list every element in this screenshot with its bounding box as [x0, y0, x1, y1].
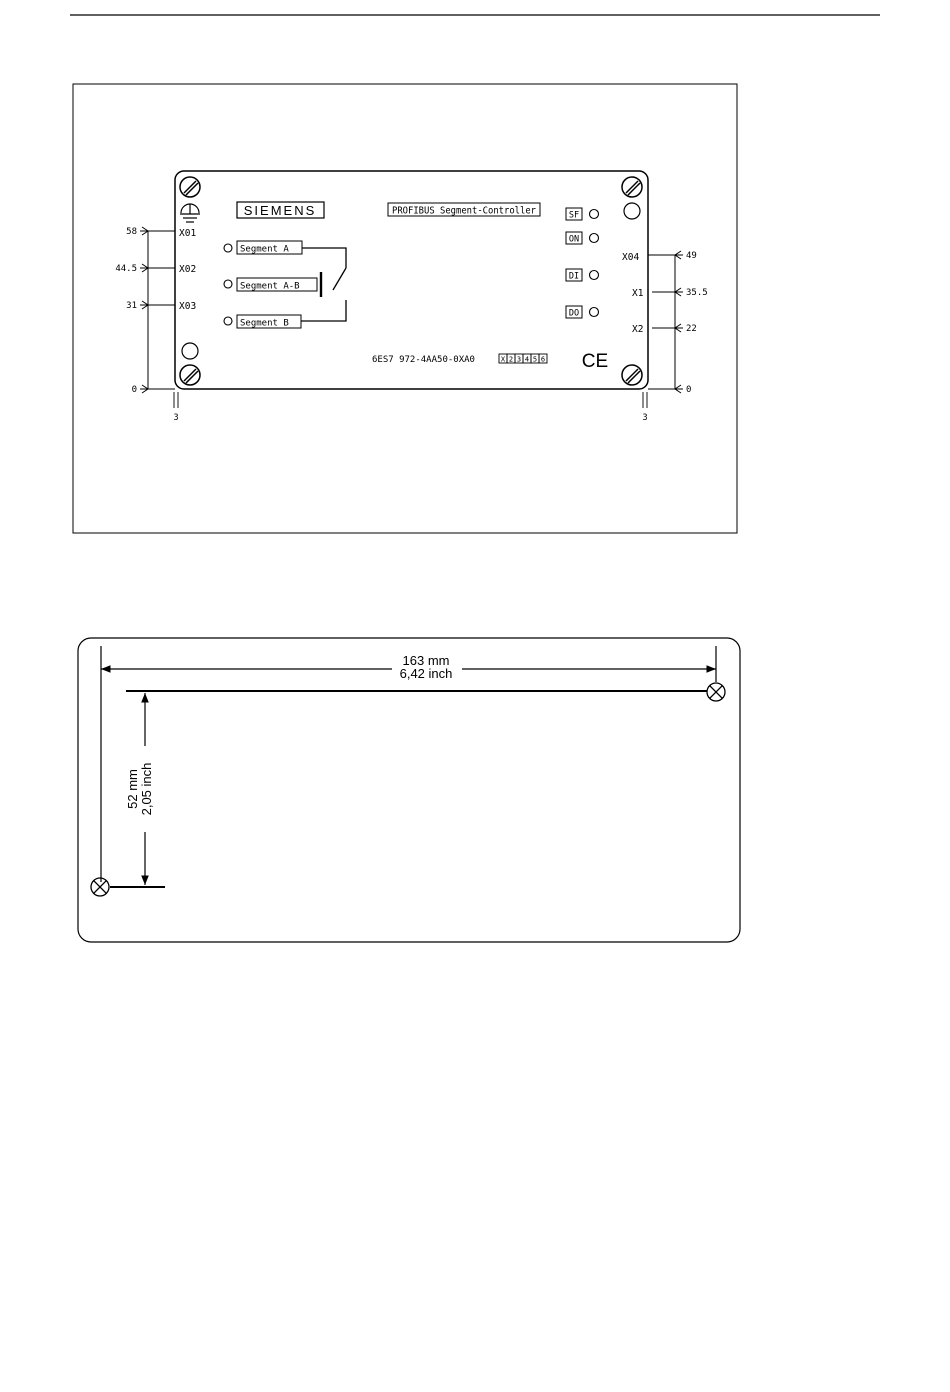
led-on-icon — [590, 234, 599, 243]
revision-box-6: 6 — [540, 355, 546, 364]
mounting-hole-top-right-icon — [624, 203, 640, 219]
segment-a-led-icon — [224, 244, 232, 252]
revision-box-1: X — [500, 355, 506, 364]
connector-x03-label: X03 — [179, 301, 197, 312]
revision-box-3: 3 — [516, 355, 522, 364]
revision-box-2: 2 — [508, 355, 514, 364]
figure-frame — [73, 84, 737, 533]
led-do-label: DO — [568, 308, 580, 319]
dim-right-0: 0 — [686, 385, 692, 395]
dim-left-58: 58 — [126, 227, 137, 237]
dim-left-31: 31 — [126, 301, 137, 311]
dim-bottom-left: 3 — [173, 413, 179, 423]
revision-box-4: 4 — [524, 355, 530, 364]
drill-hole-bottom-left-icon — [91, 878, 109, 896]
drill-hole-top-right-icon — [707, 683, 725, 701]
led-sf-icon — [590, 210, 599, 219]
width-mm: 163 mm — [402, 653, 450, 668]
dim-right-22: 22 — [686, 324, 697, 334]
segment-switch-schematic — [301, 248, 346, 321]
segment-ab-label: Segment A-B — [240, 281, 300, 292]
connector-x02-label: X02 — [179, 264, 197, 275]
connector-x1-label: X1 — [632, 288, 644, 299]
right-dimension-chain — [648, 251, 683, 393]
screw-bottom-left-icon — [180, 365, 200, 385]
height-inch: 2,05 inch — [139, 762, 154, 816]
connector-x01-label: X01 — [179, 228, 197, 239]
segment-b-label: Segment B — [240, 318, 289, 329]
led-di-label: DI — [568, 271, 580, 282]
drilling-template-figure — [78, 638, 740, 942]
template-outline — [78, 638, 740, 942]
connector-x2-label: X2 — [632, 324, 644, 335]
width-inch: 6,42 inch — [399, 666, 453, 681]
product-title: PROFIBUS Segment-Controller — [392, 205, 537, 217]
front-panel-figure — [73, 84, 737, 533]
led-sf-label: SF — [568, 210, 580, 221]
screw-bottom-right-icon — [622, 365, 642, 385]
dim-right-49: 49 — [686, 251, 697, 261]
dim-left-44-5: 44.5 — [115, 264, 137, 274]
segment-a-label: Segment A — [240, 244, 289, 255]
led-di-icon — [590, 271, 599, 280]
ce-mark: CE — [581, 351, 609, 372]
mounting-hole-bottom-left-icon — [182, 343, 198, 359]
height-mm: 52 mm — [125, 769, 140, 809]
dim-left-0: 0 — [131, 385, 137, 395]
screw-top-left-icon — [180, 177, 200, 197]
dim-bottom-right: 3 — [642, 413, 648, 423]
segment-ab-led-icon — [224, 280, 232, 288]
segment-b-led-icon — [224, 317, 232, 325]
led-on-label: ON — [568, 234, 580, 245]
order-number: 6ES7 972-4AA50-0XA0 — [372, 355, 475, 365]
connector-x04-label: X04 — [622, 252, 640, 263]
dim-right-35-5: 35.5 — [686, 288, 708, 298]
left-dimension-chain — [140, 227, 175, 393]
revision-boxes — [499, 354, 547, 364]
bottom-offset-ticks — [174, 392, 647, 408]
brand-logo: SIEMENS — [243, 203, 317, 218]
led-do-icon — [590, 308, 599, 317]
screw-top-right-icon — [622, 177, 642, 197]
ground-symbol-icon — [180, 204, 200, 222]
revision-box-5: 5 — [532, 355, 538, 364]
